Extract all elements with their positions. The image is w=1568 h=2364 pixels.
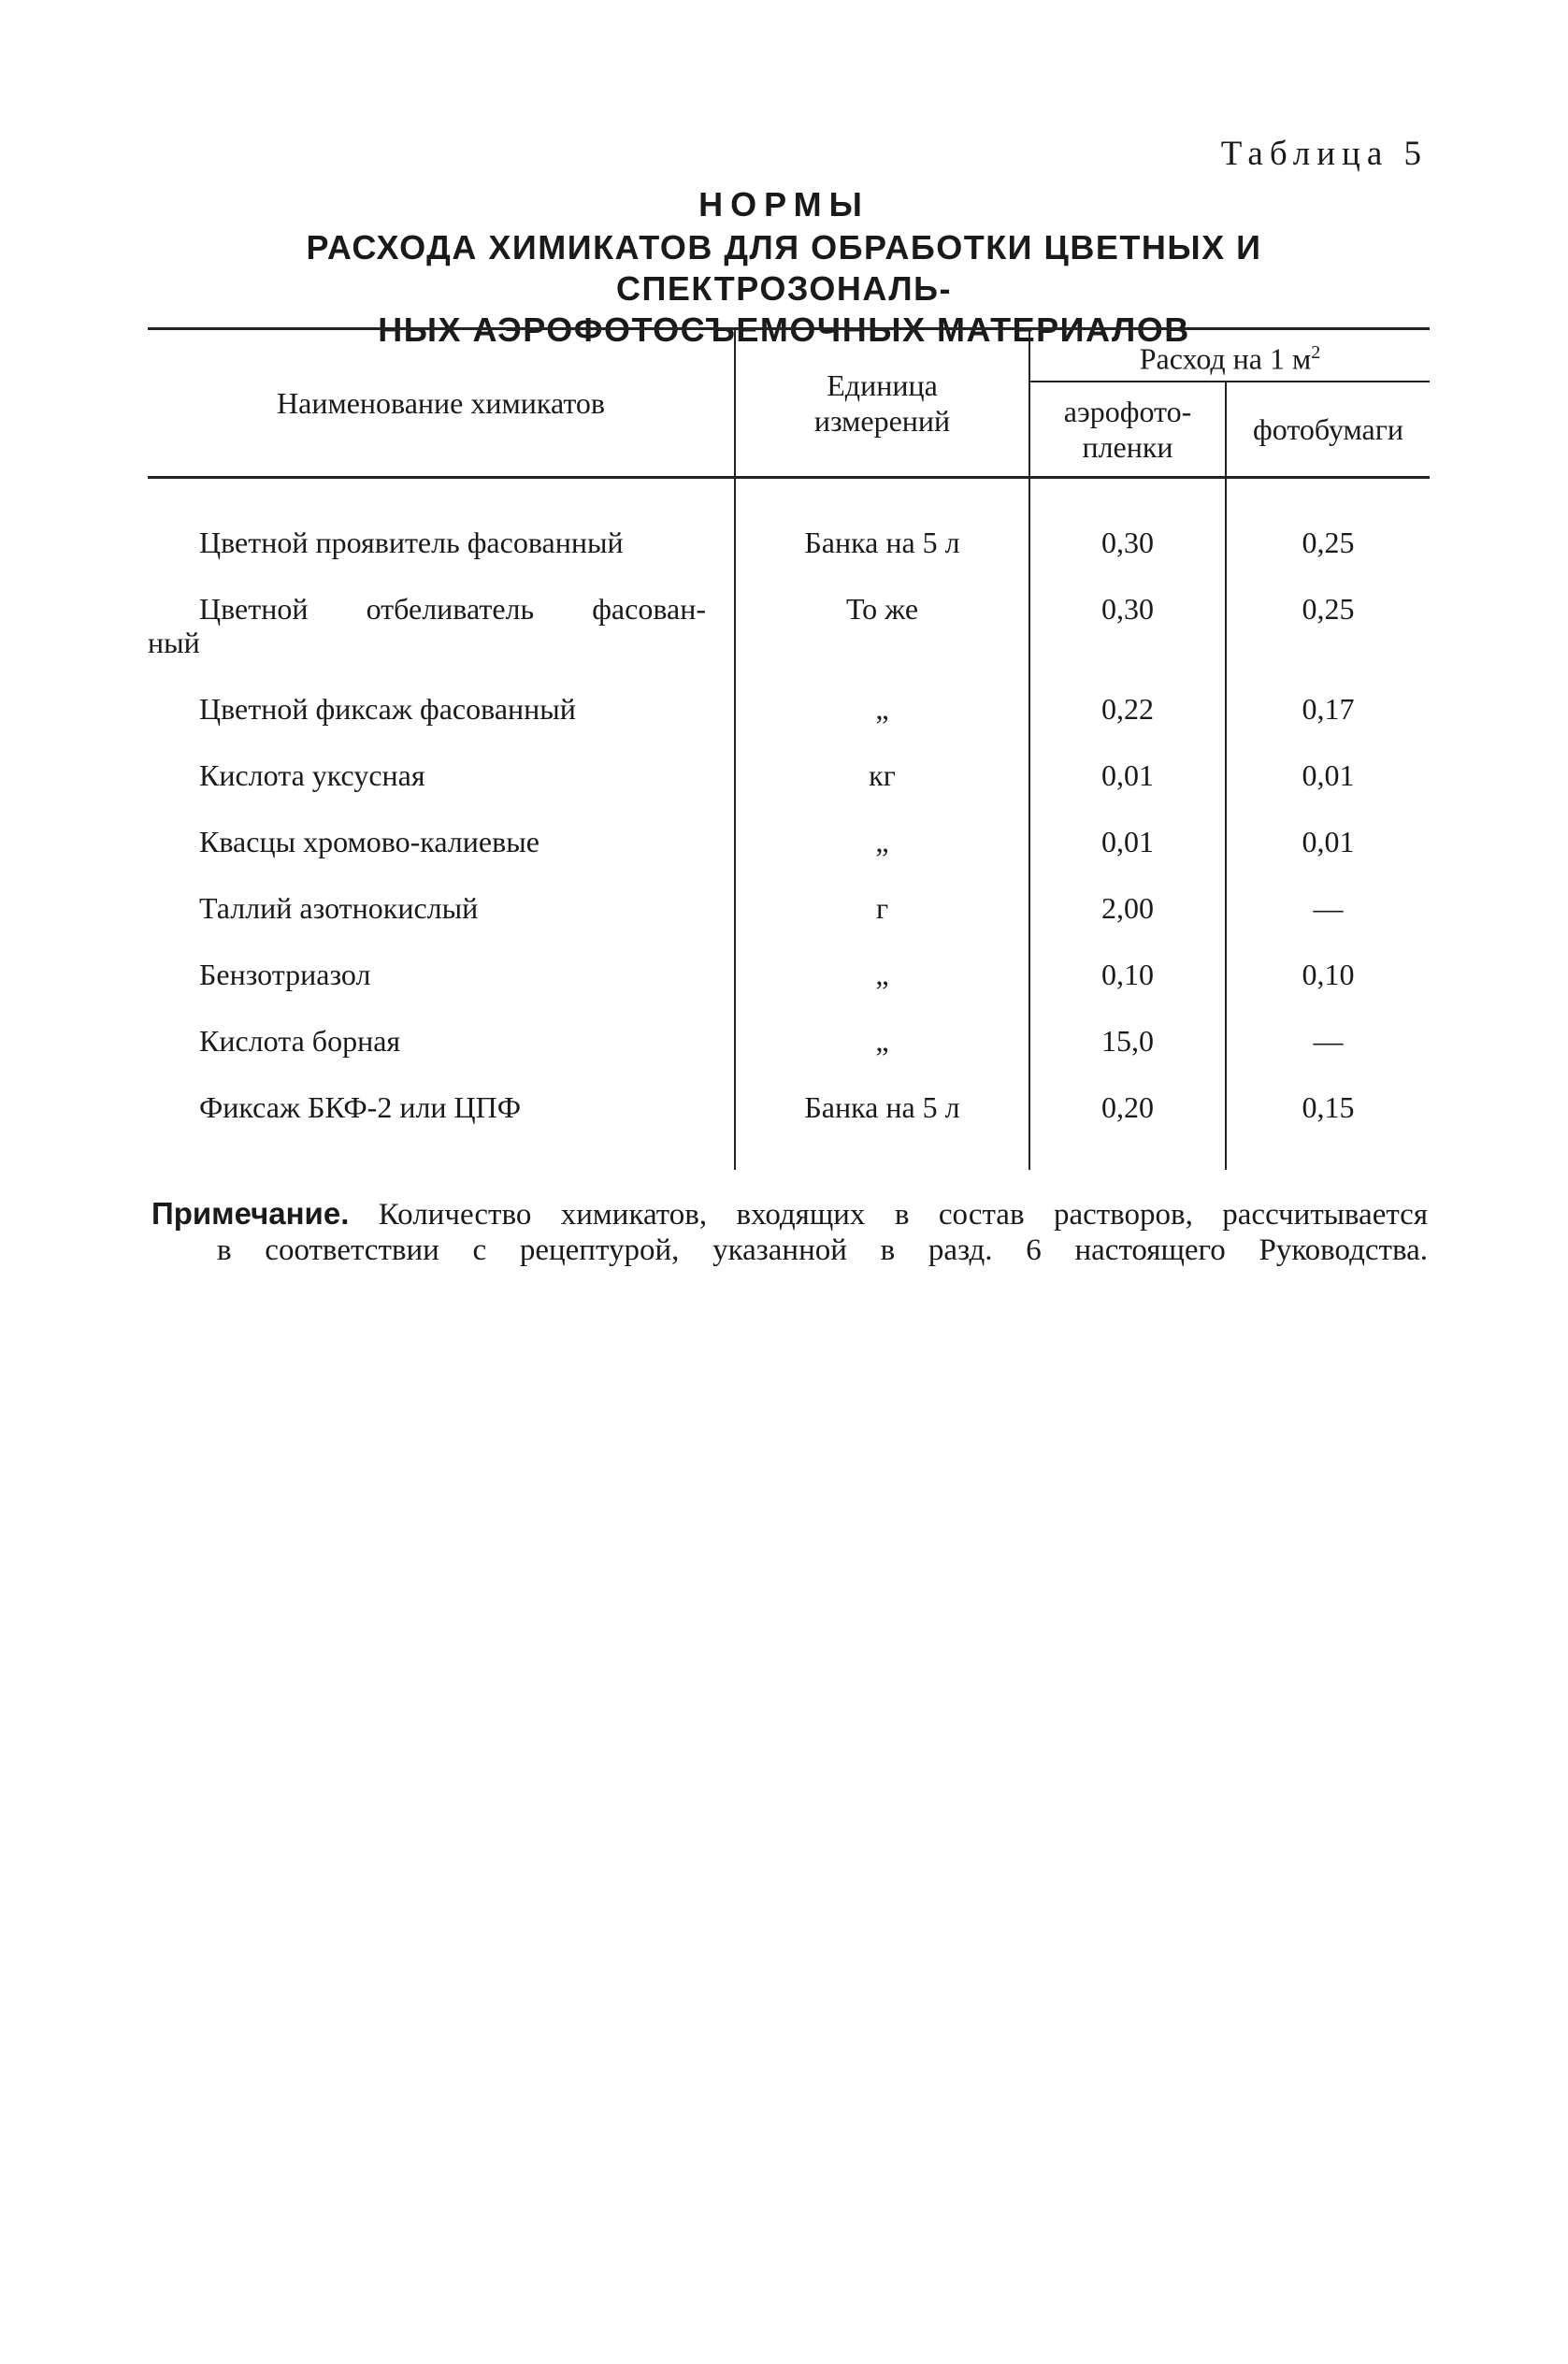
cell-unit: Банка на 5 л <box>735 1090 1029 1170</box>
note-text-line-2: в соответствии с рецептурой, указанной в разд. 6 настоящего Руководства. <box>217 1233 1428 1267</box>
cell-film-rate: 0,22 <box>1029 692 1226 758</box>
title-subheading-line-2: НЫХ АЭРОФОТОСЪЕМОЧНЫХ МАТЕРИАЛОВ <box>378 310 1190 349</box>
cell-unit: То же <box>735 592 1029 692</box>
cell-paper-rate: 0,17 <box>1226 692 1430 758</box>
header-chemical-name: Наименование химикатов <box>277 386 605 420</box>
cell-chemical-name: Кислота борная <box>199 1024 401 1058</box>
cell-paper-rate: 0,01 <box>1226 758 1430 825</box>
note-label: Примечание. <box>151 1196 350 1231</box>
cell-film-rate: 0,01 <box>1029 825 1226 891</box>
cell-paper-rate: 0,25 <box>1226 478 1430 593</box>
cell-film-rate: 0,30 <box>1029 478 1226 593</box>
cell-film-rate: 2,00 <box>1029 891 1226 958</box>
cell-film-rate: 15,0 <box>1029 1024 1226 1090</box>
table-row <box>148 1024 1430 1090</box>
table-row <box>148 592 1430 692</box>
table-row <box>148 958 1430 1024</box>
header-consumption-superscript: 2 <box>1311 341 1321 363</box>
cell-unit: г <box>735 891 1029 958</box>
header-aerial-film <box>1029 382 1226 478</box>
cell-chemical-name: Квасцы хромово-калиевые <box>199 825 539 858</box>
cell-unit: „ <box>735 692 1029 758</box>
header-consumption-text: Расход на 1 м <box>1139 341 1312 376</box>
cell-chemical-name <box>148 592 735 692</box>
cell-paper-rate: 0,10 <box>1226 958 1430 1024</box>
chemicals-consumption-table <box>148 327 1430 1170</box>
cell-unit: Банка на 5 л <box>735 478 1029 593</box>
cell-chemical-name-line-1: Цветной отбеливатель фасован- <box>199 592 706 626</box>
cell-paper-rate: 0,25 <box>1226 592 1430 692</box>
table-row <box>148 825 1430 891</box>
cell-film-rate: 0,10 <box>1029 958 1226 1024</box>
title-heading: НОРМЫ <box>698 185 870 223</box>
cell-chemical-name: Фиксаж БКФ-2 или ЦПФ <box>199 1090 522 1124</box>
cell-film-rate: 0,20 <box>1029 1090 1226 1170</box>
table-row <box>148 478 1430 593</box>
table-row <box>148 891 1430 958</box>
header-aerial-film-line-1: аэрофото- <box>1063 395 1192 428</box>
table-body <box>148 478 1430 1171</box>
header-aerial-film-line-2: пленки <box>1082 430 1173 464</box>
table-note <box>151 1196 1428 1268</box>
cell-chemical-name: Бензотриазол <box>199 958 371 991</box>
cell-paper-rate: — <box>1226 891 1430 958</box>
table-row <box>148 758 1430 825</box>
cell-unit: „ <box>735 825 1029 891</box>
cell-film-rate: 0,01 <box>1029 758 1226 825</box>
table-row <box>148 692 1430 758</box>
header-photo-paper: фотобумаги <box>1226 382 1430 478</box>
note-line-1 <box>151 1196 1428 1232</box>
table-number-label: Таблица 5 <box>1220 135 1428 173</box>
header-unit-line-1: Единица <box>827 368 938 402</box>
header-unit <box>735 329 1029 478</box>
table-header <box>148 329 1430 478</box>
cell-film-rate: 0,30 <box>1029 592 1226 692</box>
cell-unit: „ <box>735 958 1029 1024</box>
cell-chemical-name: Цветной проявитель фасованный <box>199 526 624 559</box>
table-row <box>148 1090 1430 1170</box>
cell-paper-rate: 0,15 <box>1226 1090 1430 1170</box>
header-unit-line-2: измерений <box>813 404 951 438</box>
cell-chemical-name: Цветной фиксаж фасованный <box>199 692 576 726</box>
note-text-line-1: Количество химикатов, входящих в состав растворов, рассчитывается <box>378 1198 1428 1232</box>
title-subheading-line-1: РАСХОДА ХИМИКАТОВ ДЛЯ ОБРАБОТКИ ЦВЕТНЫХ И СПЕКТРОЗОНАЛЬ- <box>306 228 1262 308</box>
cell-chemical-name-line-2: ный <box>148 626 200 659</box>
cell-paper-rate: 0,01 <box>1226 825 1430 891</box>
cell-chemical-name: Кислота уксусная <box>199 758 425 792</box>
cell-unit: кг <box>735 758 1029 825</box>
header-consumption <box>1029 329 1430 382</box>
cell-unit: „ <box>735 1024 1029 1090</box>
cell-paper-rate: — <box>1226 1024 1430 1090</box>
cell-chemical-name: Таллий азотнокислый <box>199 891 479 925</box>
